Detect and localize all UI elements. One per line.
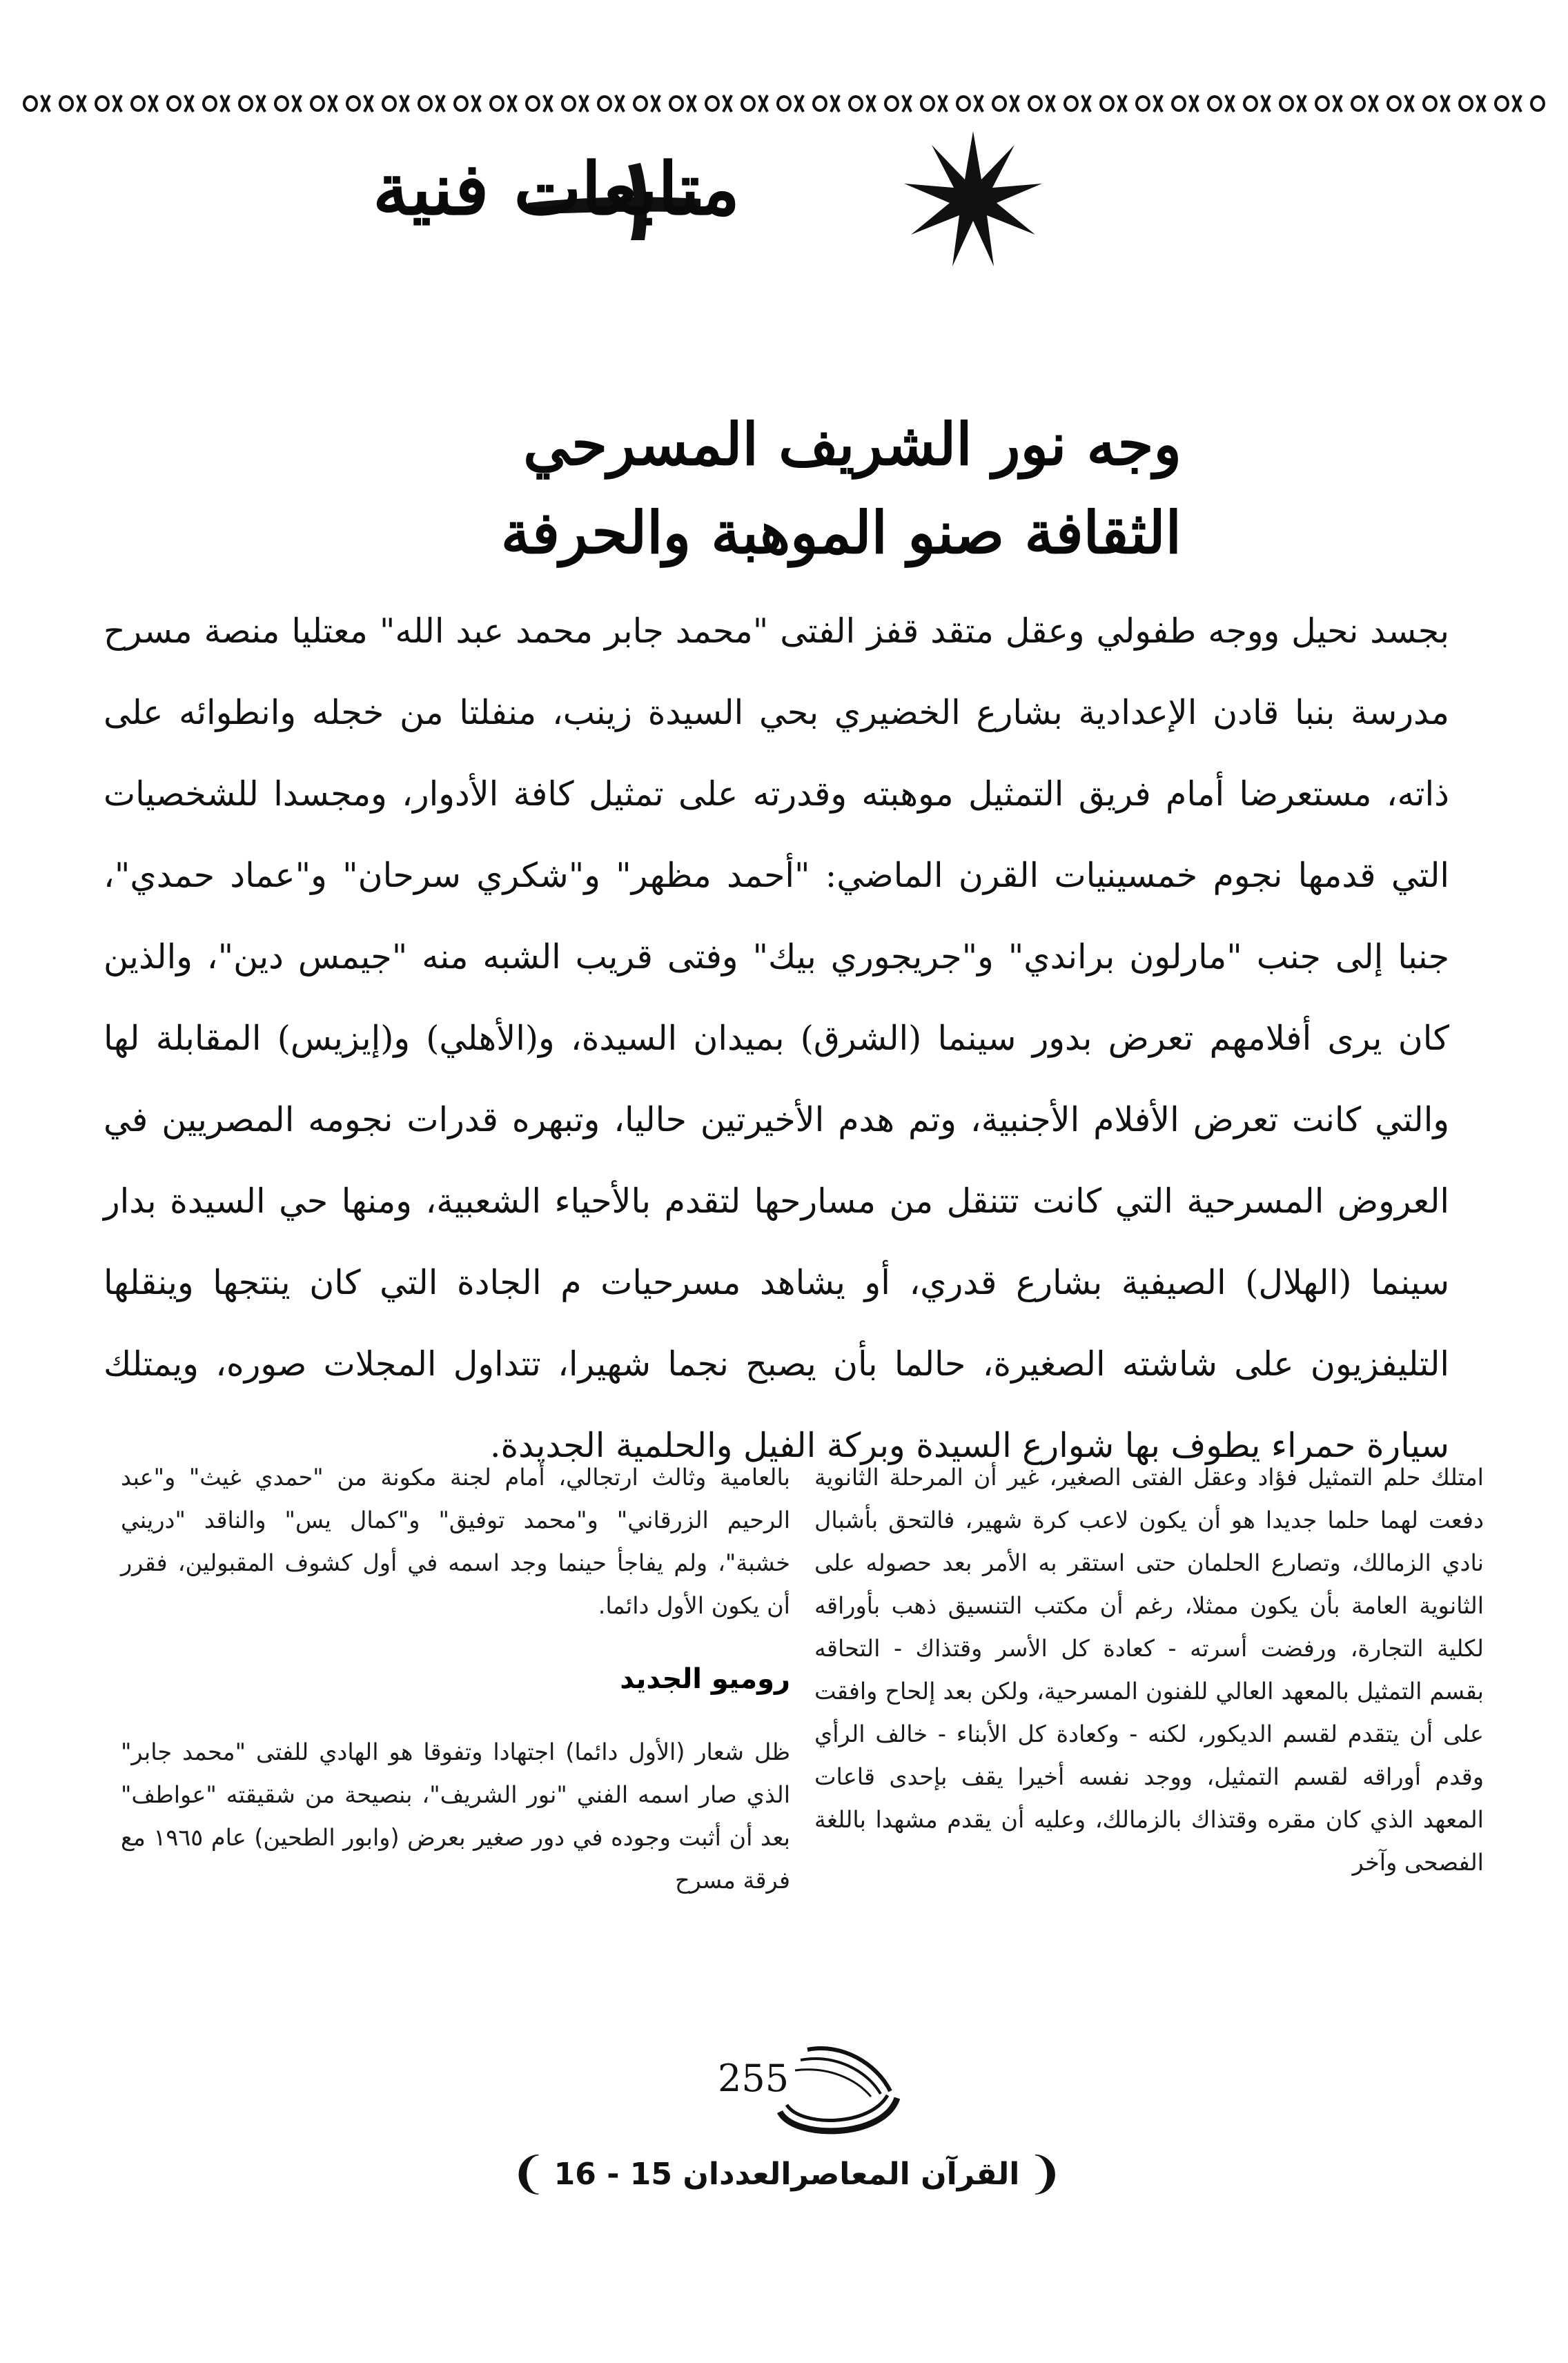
magazine-logo-icon bbox=[766, 2036, 904, 2142]
intro-paragraph: بجسد نحيل ووجه طفولي وعقل متقد قفز الفتى "محمد جابر محمد عبد الله" معتليا منصة مسرح مدرسة بنبا قادن الإعدادية بشارع الخضيري بحي السيدة زينب، منفلتا من خجله وانطوائه على ذاته، مستعرضا أمام فريق التمثيل موهبته وقدرته على تمثيل كافة الأدوار، ومجسدا للشخصيات التي قدمها نجوم خمسينيات القرن الماضي: "أحمد مظهر" و"شكري سرحان" و"عماد حمدي"، جنبا إلى جنب "مارلون براندي" و"جريجوري بيك" وفتى قريب الشبه منه "جيمس دين"، والذين كان يرى أفلامهم تعرض بدور سينما (الشرق) بميدان السيدة، و(الأهلي) و(إيزيس) المقابلة لها والتي كانت تعرض الأفلام الأجنبية، وتم هدم الأخيرتين حاليا، وتبهره قدرات نجومه المصريين في العروض المسرحية التي كانت تتنقل من مسارحها لتقدم بالأحياء الشعبية، ومنها حي السيدة بدار سينما (الهلال) الصيفية بشارع قدري، أو يشاهد مسرحيات م الجادة التي كان ينتجها وينقلها التليفزيون على شاشته الصغيرة، حالما بأن يصبح نجما شهيرا، تتداول المجلات صوره، ويمتلك سيارة حمراء يطوف بها شوارع السيدة وبركة الفيل والحلمية الجديدة. bbox=[104, 611, 1449, 1465]
decorative-border bbox=[21, 87, 1546, 120]
headline-line-2: الثقافة صنو الموهبة والحرفة bbox=[500, 498, 1182, 567]
body-paragraph: ظل شعار (الأول دائما) اجتهادا وتفوقا هو الهادي للفتى "محمد جابر" الذي صار اسمه الفني "نور الشريف"، بنصيحة من شقيقته "عواطف" بعد أن أثبت وجوده في دور صغير بعرض (وابور الطحين) عام ١٩٦٥ مع فرقة مسرح bbox=[121, 1738, 790, 1894]
page-footer bbox=[0, 2029, 1568, 2236]
issue-line bbox=[510, 2146, 1064, 2202]
bracket-icon: ❩ bbox=[510, 2148, 547, 2199]
subheading: روميو الجديد bbox=[620, 1663, 790, 1695]
section-title: متابعات فنية bbox=[373, 146, 740, 231]
body-column-left bbox=[121, 1456, 790, 1902]
page-number: 255 bbox=[718, 2057, 790, 2100]
magazine-name: القرآن المعاصر bbox=[791, 2156, 1020, 2192]
issue-label: العددان 15 - 16 bbox=[553, 2156, 792, 2192]
bracket-icon: ❨ bbox=[1026, 2148, 1064, 2199]
body-paragraph: امتلك حلم التمثيل فؤاد وعقل الفتى الصغير، غير أن المرحلة الثانوية دفعت لهما حلما جديدا هو أن يكون لاعب كرة شهير، فالتحق بأشبال نادي الزمالك، وتصارع الحلمان حتى استقر به الأمر بعد حصوله على الثانوية العامة بأن يكون ممثلا، رغم أن مكتب التنسيق ذهب بأوراقه لكلية التجارة، ورفضت أسرته - كعادة كل الأسر وقتذاك - التحاقه بقسم التمثيل بالمعهد العالي للفنون المسرحية، ولكن بعد إلحاح وافقت على أن يتقدم لقسم الديكور، لكنه - وكعادة كل الأبناء - خالف الرأي وقدم أوراقه لقسم التمثيل، ووجد نفسه أخيرا يقف بإحدى قاعات المعهد الذي كان مقره وقتذاك بالزمالك، وعليه أن يقدم مشهدا باللغة الفصحى وآخر bbox=[814, 1464, 1484, 1876]
body-paragraph: بالعامية وثالث ارتجالي، أمام لجنة مكونة من "حمدي غيث" و"عبد الرحيم الزرقاني" و"محمد توفيق" و"كمال يس" والناقد "دريني خشبة"، ولم يفاجأ حينما وجد اسمه في أول كشوف المقبولين، فقرر أن يكون الأول دائما. bbox=[121, 1464, 790, 1619]
body-column-right bbox=[814, 1456, 1484, 1884]
headline-line-1: وجه نور الشريف المسرحي bbox=[523, 410, 1182, 478]
article-headline bbox=[353, 400, 1182, 577]
section-header bbox=[0, 131, 1568, 269]
starburst-icon bbox=[904, 131, 1042, 272]
